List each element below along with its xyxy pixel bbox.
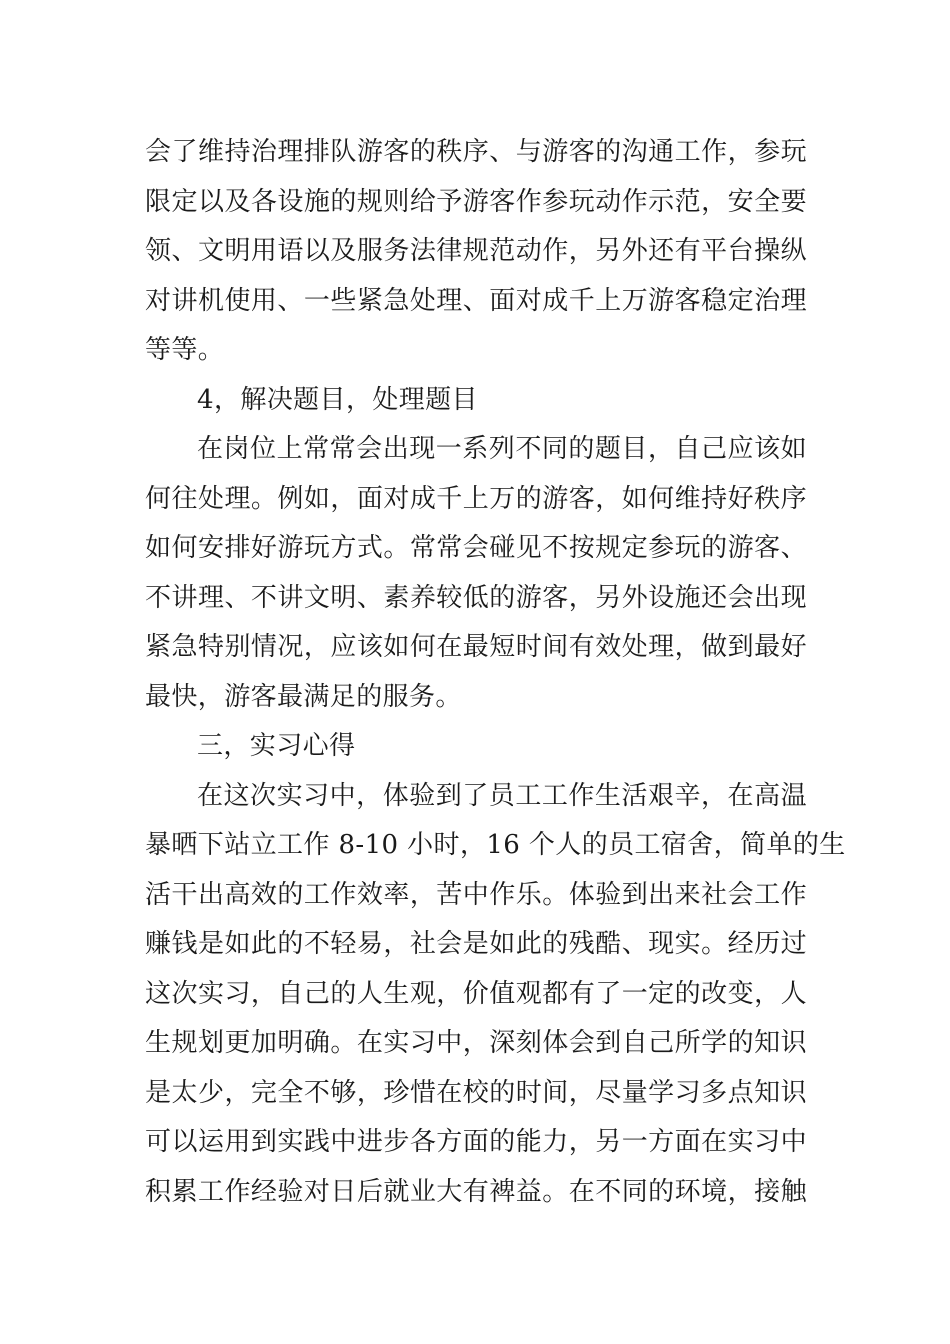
text-line: 领、文明用语以及服务法律规范动作，另外还有平台操纵 <box>145 236 807 266</box>
heading-text: 三，实习心得 <box>197 731 356 761</box>
section-heading <box>145 722 807 772</box>
text-line: 是太少，完全不够，珍惜在校的时间，尽量学习多点知识 <box>145 1077 807 1108</box>
text-line: 对讲机使用、一些紧急处理、面对成千上万游客稳定治理 <box>145 285 807 316</box>
body-paragraph <box>145 772 846 1218</box>
text-line: 赚钱是如此的不轻易，社会是如此的残酷、现实。经历过 <box>145 929 807 959</box>
text-line: 积累工作经验对日后就业大有裨益。在不同的环境，接触 <box>145 1176 807 1207</box>
document-body <box>145 128 846 1217</box>
heading-text: 4，解决题目，处理题目 <box>197 384 478 415</box>
text-line: 不讲理、不讲文明、素养较低的游客，另外设施还会出现 <box>145 582 807 613</box>
body-paragraph <box>145 425 807 722</box>
section-heading <box>145 376 807 426</box>
text-line: 在岗位上常常会出现一系列不同的题目，自己应该如 <box>197 434 807 464</box>
text-line: 如何安排好游玩方式。常常会碰见不按规定参玩的游客、 <box>145 533 807 563</box>
text-line: 会了维持治理排队游客的秩序、与游客的沟通工作，参玩 <box>145 137 807 167</box>
text-line: 紧急特别情况，应该如何在最短时间有效处理，做到最好 <box>145 632 807 662</box>
text-line: 最快，游客最满足的服务。 <box>145 681 462 712</box>
text-line: 生规划更加明确。在实习中，深刻体会到自己所学的知识 <box>145 1028 807 1058</box>
text-line: 这次实习，自己的人生观，价值观都有了一定的改变，人 <box>145 978 807 1009</box>
text-line: 限定以及各设施的规则给予游客作参玩动作示范，安全要 <box>145 186 807 217</box>
body-paragraph <box>145 128 807 376</box>
text-line: 等等。 <box>145 335 225 365</box>
text-line: 可以运用到实践中进步各方面的能力，另一方面在实习中 <box>145 1127 807 1157</box>
text-line: 在这次实习中，体验到了员工工作生活艰辛，在高温 <box>197 780 807 811</box>
text-line: 何往处理。例如，面对成千上万的游客，如何维持好秩序 <box>145 483 807 514</box>
text-line: 暴晒下站立工作 8-10 小时，16 个人的员工宿舍，简单的生 <box>145 830 846 860</box>
text-line: 活干出高效的工作效率，苦中作乐。体验到出来社会工作 <box>145 879 807 910</box>
